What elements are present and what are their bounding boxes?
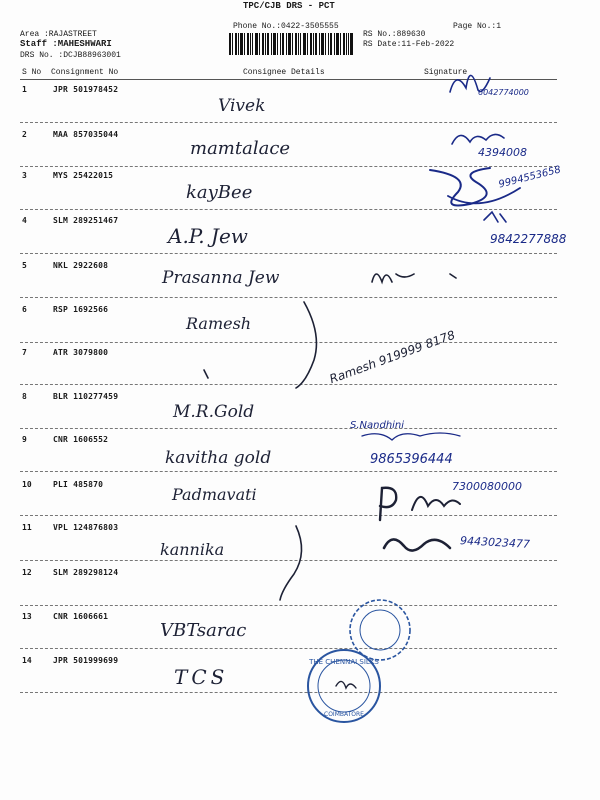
- row-sno: 4: [22, 216, 27, 225]
- row-consignment: SLM 289251467: [53, 216, 119, 225]
- signature-scribble: [452, 134, 504, 144]
- col-header-details: Consignee Details: [243, 68, 325, 77]
- row-sno: 12: [22, 568, 32, 577]
- row-rule: [20, 515, 557, 516]
- row-consignment: VPL 124876803: [53, 523, 119, 532]
- consignee-handwriting: kayBee: [186, 182, 253, 203]
- row-rule: [20, 166, 557, 167]
- consignee-handwriting: M.R.Gold: [173, 402, 255, 422]
- row-rule: [20, 648, 557, 649]
- row-rule: [20, 560, 557, 561]
- rs-date: RS Date:11-Feb-2022: [363, 40, 455, 49]
- row-rule: [20, 605, 557, 606]
- signature-note: 9994553658: [497, 164, 563, 191]
- row-consignment: CNR 1606661: [53, 612, 109, 621]
- group-bracket: [280, 526, 302, 600]
- consignee-handwriting: A.P. Jew: [168, 224, 248, 248]
- signature-note: 4394008: [478, 146, 527, 159]
- signature-scribble: [484, 212, 506, 222]
- consignee-handwriting: TCS: [174, 665, 229, 689]
- consignee-handwriting: Padmavati: [172, 485, 257, 504]
- row-rule: [20, 209, 557, 210]
- col-header-sno: S No: [22, 68, 42, 77]
- signature-scribble: [384, 539, 450, 550]
- drs-number: DRS No. :DCJB88963001: [20, 51, 121, 60]
- row-sno: 1: [22, 85, 27, 94]
- pencil-mark: [204, 370, 208, 378]
- consignee-handwriting: mamtalace: [190, 138, 291, 159]
- signature-scribble: [336, 681, 356, 688]
- staff-label: Staff :MAHESHWARI: [20, 39, 112, 49]
- consignee-handwriting: Vivek: [218, 96, 266, 116]
- row-consignment: MAA 857035044: [53, 130, 119, 139]
- row-rule: [20, 692, 557, 693]
- signature-note: 6042774000: [478, 88, 529, 97]
- row-consignment: ATR 3079800: [53, 348, 109, 357]
- row-rule: [20, 384, 557, 385]
- group-bracket: [296, 302, 316, 388]
- row-consignment: SLM 289298124: [53, 568, 119, 577]
- row-sno: 7: [22, 348, 27, 357]
- row-sno: 10: [22, 480, 32, 489]
- area-label: Area :RAJASTREET: [20, 30, 97, 39]
- consignee-handwriting: kannika: [160, 540, 225, 559]
- signature-note: 7300080000: [452, 480, 522, 493]
- row-rule: [20, 428, 557, 429]
- header-rule: [20, 79, 557, 80]
- signature-scribble: [430, 168, 490, 206]
- row-consignment: NKL 2922608: [53, 261, 109, 270]
- rs-number: RS No.:889630: [363, 30, 426, 39]
- row-consignment: BLR 110277459: [53, 392, 119, 401]
- row-sno: 9: [22, 435, 27, 444]
- row-consignment: CNR 1606552: [53, 435, 109, 444]
- row-rule: [20, 253, 557, 254]
- signature-note: 9842277888: [490, 232, 567, 246]
- signature-scribble: [412, 497, 460, 510]
- signature-note: S.Nandhini: [350, 420, 405, 431]
- signature-scribble: [448, 188, 520, 203]
- row-sno: 8: [22, 392, 27, 401]
- row-sno: 5: [22, 261, 27, 270]
- consignee-handwriting: kavitha gold: [165, 448, 272, 468]
- signature-note: 9443023477: [459, 534, 531, 551]
- row-consignment: PLI 485870: [53, 480, 104, 489]
- phone-number: Phone No.:0422-3505555: [233, 22, 339, 31]
- row-sno: 13: [22, 612, 32, 621]
- signature-scribble: [362, 433, 460, 440]
- col-header-signature: Signature: [424, 68, 468, 77]
- row-rule: [20, 297, 557, 298]
- row-rule: [20, 122, 557, 123]
- row-consignment: MYS 25422015: [53, 171, 114, 180]
- col-header-consignment: Consignment No: [51, 68, 119, 77]
- row-sno: 2: [22, 130, 27, 139]
- signature-scribble: [372, 274, 456, 282]
- row-rule: [20, 342, 557, 343]
- consignee-handwriting: Prasanna Jew: [162, 268, 280, 288]
- barcode-image: [229, 33, 353, 55]
- row-sno: 3: [22, 171, 27, 180]
- stamp-lettering: THE CHENNAI SILKS: [309, 658, 379, 666]
- group-signature-note: Ramesh 919999 8178: [327, 327, 458, 387]
- company-stamp: [308, 600, 410, 722]
- row-consignment: RSP 1692566: [53, 305, 109, 314]
- stamp-lettering: COIMBATORE: [324, 711, 364, 718]
- row-consignment: JPR 501978452: [53, 85, 119, 94]
- row-rule: [20, 471, 557, 472]
- row-sno: 14: [22, 656, 32, 665]
- page-number: Page No.:1: [453, 22, 502, 31]
- row-sno: 6: [22, 305, 27, 314]
- consignee-handwriting: VBTsarac: [160, 620, 247, 641]
- row-sno: 11: [22, 523, 32, 532]
- row-consignment: JPR 501999699: [53, 656, 119, 665]
- signature-note: 9865396444: [370, 452, 453, 467]
- sheet-title: TPC/CJB DRS - PCT: [243, 1, 335, 11]
- consignee-handwriting: Ramesh: [186, 314, 252, 333]
